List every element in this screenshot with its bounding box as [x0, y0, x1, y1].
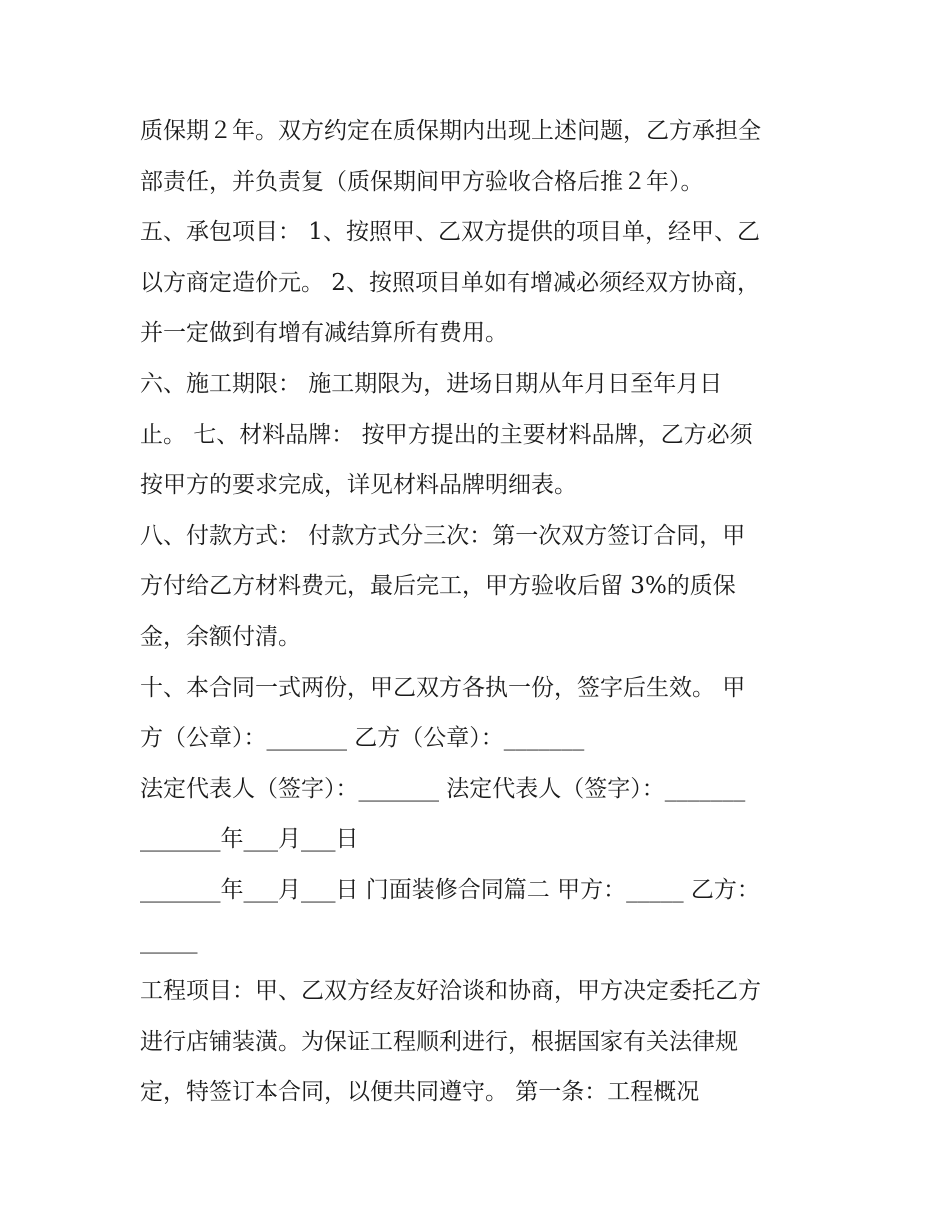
text-line-17: _____ [140, 927, 198, 954]
text-line-7: 止。 七、材料品牌： 按甲方提出的主要材料品牌，乙方必须 [140, 421, 753, 448]
text-line-1: 质保期２年。双方约定在质保期内出现上述问题，乙方承担全 [140, 118, 761, 144]
text-line-4: 以方商定造价元。 2、按照项目单如有增减必须经双方协商， [140, 269, 760, 296]
text-line-5: 并一定做到有增有减结算所有费用。 [140, 320, 508, 347]
text-line-9: 八、付款方式： 付款方式分三次：第一次双方签订合同，甲 [140, 522, 746, 549]
text-line-12: 十、本合同一式两份，甲乙双方各执一份，签字后生效。 甲 [140, 674, 746, 701]
text-line-2: 部责任，并负责复（质保期间甲方验收合格后推２年）。 [140, 168, 704, 195]
text-line-19: 进行店铺装潢。为保证工程顺利进行，根据国家有关法律规 [140, 1028, 738, 1055]
text-line-6: 六、施工期限： 施工期限为，进场日期从年月日至年月日 [140, 370, 723, 397]
text-line-20: 定，特签订本合同，以便共同遵守。 第一条：工程概况 [140, 1079, 700, 1106]
contract-body-text [140, 106, 820, 1118]
text-line-16: _______年___月___日 门面装修合同篇二 甲方：_____ 乙方： [140, 876, 760, 903]
text-line-18: 工程项目：甲、乙双方经友好洽谈和协商，甲方决定委托乙方 [140, 978, 761, 1005]
text-line-3: 五、承包项目： 1、按照甲、乙双方提供的项目单，经甲、乙 [140, 219, 760, 246]
text-line-13: 方（公章）：_______ 乙方（公章）：_______ [140, 725, 585, 752]
text-line-8: 按甲方的要求完成，详见材料品牌明细表。 [140, 472, 577, 499]
text-line-14: 法定代表人（签字）：_______ 法定代表人（签字）：_______ [140, 775, 746, 802]
text-line-11: 金，余额付清。 [140, 623, 301, 650]
text-line-10: 方付给乙方材料费元，最后完工，甲方验收后留 3%的质保 [140, 573, 736, 600]
text-line-15: _______年___月___日 [140, 826, 359, 853]
